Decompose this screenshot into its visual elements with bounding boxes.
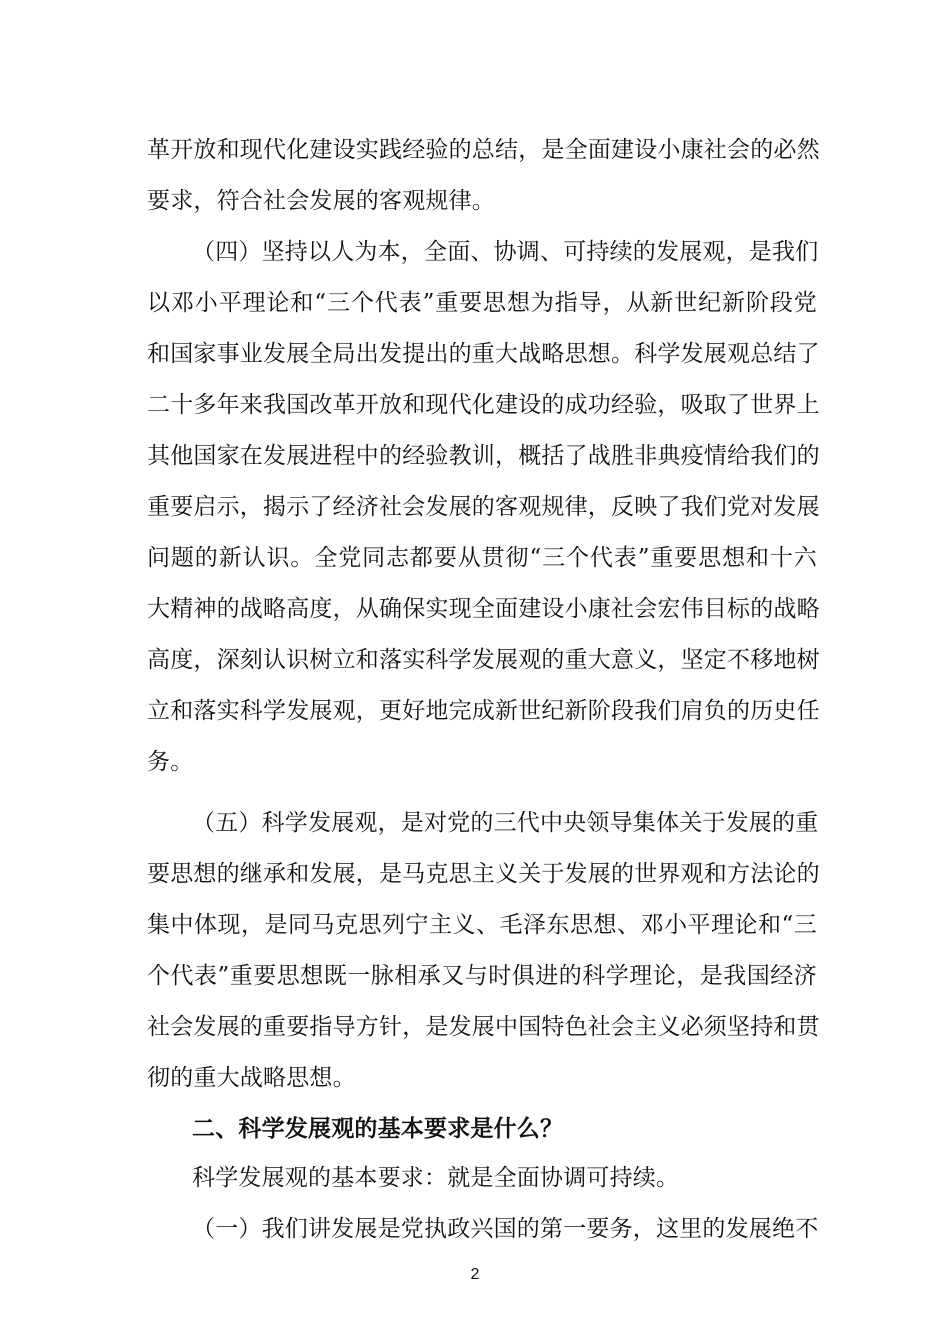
paragraph-line: 其他国家在发展进程中的经验教训，概括了战胜非典疫情给我们的 xyxy=(147,443,820,469)
paragraph-line: 务。 xyxy=(147,749,194,775)
paragraph-line: 社会发展的重要指导方针，是发展中国特色社会主义必须坚持和贯 xyxy=(147,1014,820,1040)
paragraph-line: 科学发展观的基本要求：就是全面协调可持续。 xyxy=(192,1165,680,1191)
paragraph-line: 要思想的继承和发展，是马克思主义关于发展的世界观和方法论的 xyxy=(147,861,820,887)
page-number: 2 xyxy=(470,1266,480,1283)
paragraph-line: 重要启示，揭示了经济社会发展的客观规律，反映了我们党对发展 xyxy=(147,494,820,520)
paragraph-line: 立和落实科学发展观，更好地完成新世纪新阶段我们肩负的历史任 xyxy=(147,698,820,724)
paragraph-line: 彻的重大战略思想。 xyxy=(147,1065,356,1091)
paragraph-line: 和国家事业发展全局出发提出的重大战略思想。科学发展观总结了 xyxy=(147,341,820,367)
paragraph-line: 问题的新认识。全党同志都要从贯彻“三个代表”重要思想和十六 xyxy=(147,545,817,571)
paragraph-line: 大精神的战略高度，从确保实现全面建设小康社会宏伟目标的战略 xyxy=(147,596,820,622)
paragraph-line: 高度，深刻认识树立和落实科学发展观的重大意义，坚定不移地树 xyxy=(147,647,820,673)
paragraph-line: （四）坚持以人为本，全面、协调、可持续的发展观，是我们 xyxy=(192,239,819,265)
paragraph-line: 要求，符合社会发展的客观规律。 xyxy=(147,188,495,214)
paragraph-line: （一）我们讲发展是党执政兴国的第一要务，这里的发展绝不 xyxy=(192,1216,819,1242)
paragraph-line: 个代表”重要思想既一脉相承又与时俱进的科学理论，是我国经济 xyxy=(147,963,817,989)
paragraph-line: 集中体现，是同马克思列宁主义、毛泽东思想、邓小平理论和“三 xyxy=(147,912,817,938)
paragraph-line: 二十多年来我国改革开放和现代化建设的成功经验，吸取了世界上 xyxy=(147,392,820,418)
paragraph-line: 革开放和现代化建设实践经验的总结，是全面建设小康社会的必然 xyxy=(147,137,820,163)
section-heading: 二、科学发展观的基本要求是什么？ xyxy=(192,1116,564,1142)
paragraph-line: 以邓小平理论和“三个代表”重要思想为指导，从新世纪新阶段党 xyxy=(147,290,817,316)
paragraph-line: （五）科学发展观，是对党的三代中央领导集体关于发展的重 xyxy=(192,810,819,836)
